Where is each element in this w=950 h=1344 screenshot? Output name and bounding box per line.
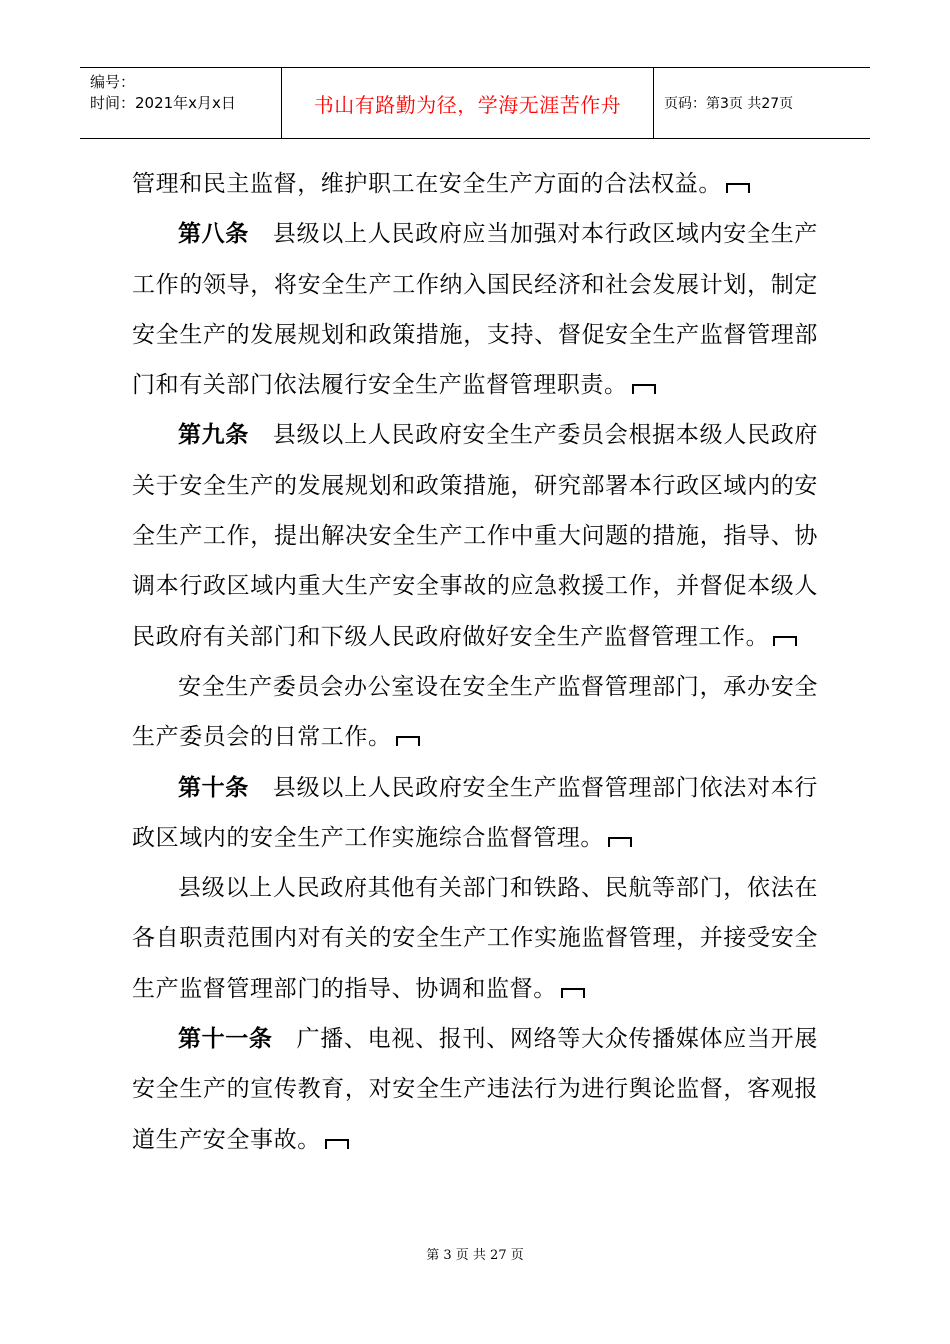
paragraph-mark-icon [726, 183, 750, 193]
article-heading: 第十一条 [178, 1026, 273, 1053]
paragraph [132, 1014, 818, 1165]
time-label: 时间：2021年x月x日 [90, 94, 236, 112]
paragraph-text: 广播、电视、报刊、网络等大众传播媒体应当开展安全生产的宣传教育，对安全生产违法行为进行舆论监督，客观报道生产安全事故。 [132, 1026, 818, 1153]
paragraph-text: 安全生产委员会办公室设在安全生产监督管理部门，承办安全生产委员会的日常工作。 [132, 673, 818, 751]
paragraph-text: 县级以上人民政府安全生产监督管理部门依法对本行政区域内的安全生产工作实施综合监督管理。 [132, 774, 819, 851]
paragraph-mark-icon [325, 1139, 349, 1149]
article-heading: 第八条 [178, 221, 249, 248]
document-header [80, 67, 870, 139]
article-heading: 第九条 [178, 422, 249, 449]
paragraph-mark-icon [632, 384, 656, 394]
paragraph-text: 县级以上人民政府安全生产委员会根据本级人民政府关于安全生产的发展规划和政策措施，研究部署本行政区域内的安全生产工作，提出解决安全生产工作中重大问题的措施，指导、协调本行政区域内重大生产安全事故的应急救援工作，并督促本级人民政府有关部门和下级人民政府做好安全生产监督管理工作。 [132, 422, 819, 650]
page-footer: 第 3 页 共 27 页 [426, 1248, 524, 1263]
paragraph [132, 410, 818, 661]
header-page-info: 页码：第3页 共27页 [664, 96, 794, 112]
paragraph [132, 863, 818, 1014]
paragraph [132, 763, 818, 864]
paragraph-mark-icon [773, 636, 797, 646]
document-body [132, 159, 818, 1165]
paragraph-mark-icon [608, 837, 632, 847]
paragraph-text: 县级以上人民政府其他有关部门和铁路、民航等部门，依法在各自职责范围内对有关的安全生产工作实施监督管理，并接受安全生产监督管理部门的指导、协调和监督。 [132, 875, 818, 1002]
header-meta [80, 68, 282, 138]
article-heading: 第十条 [178, 774, 249, 801]
paragraph-text: 县级以上人民政府应当加强对本行政区域内安全生产工作的领导，将安全生产工作纳入国民经济和社会发展计划，制定安全生产的发展规划和政策措施，支持、督促安全生产监督管理部门和有关部门依法履行安全生产监督管理职责。 [132, 221, 819, 399]
paragraph-mark-icon [561, 988, 585, 998]
paragraph-text: 管理和民主监督，维护职工在安全生产方面的合法权益。 [132, 171, 722, 197]
paragraph [132, 662, 818, 763]
header-motto: 书山有路勤为径，学海无涯苦作舟 [282, 68, 654, 138]
paragraph-mark-icon [396, 736, 420, 746]
paragraph [132, 159, 818, 209]
paragraph [132, 209, 818, 410]
number-label: 编号： [90, 73, 136, 91]
